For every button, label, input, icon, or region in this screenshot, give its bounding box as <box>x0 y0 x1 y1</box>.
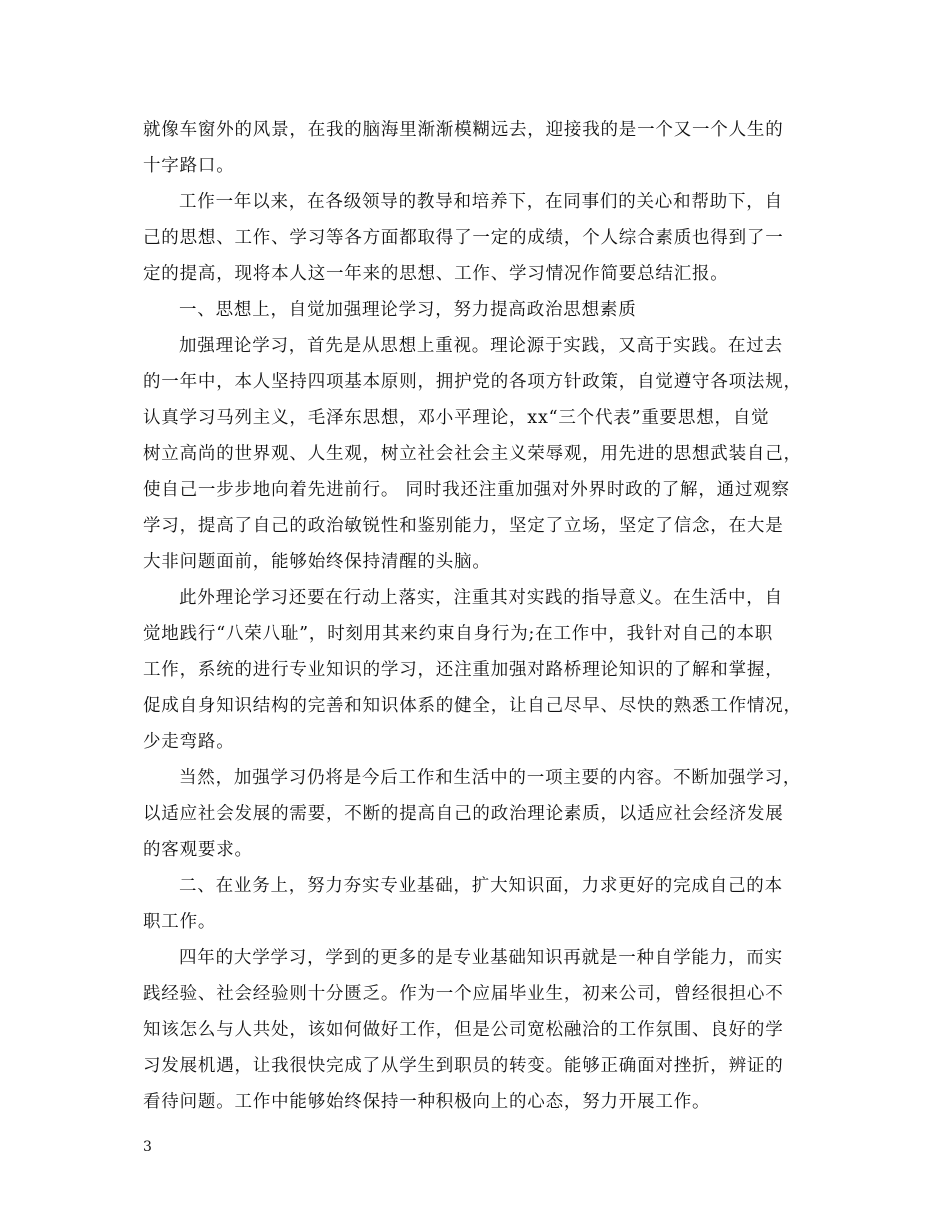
page-number: 3 <box>143 1139 152 1155</box>
heading-line: 一、思想上，自觉加强理论学习，努力提高政治思想素质 <box>179 300 637 320</box>
heading-line: 职工作。 <box>143 912 217 932</box>
paragraph-university <box>143 940 815 1120</box>
text-line: 工作一年以来，在各级领导的教导和培养下，在同事们的关心和帮助下，自 <box>179 192 783 212</box>
text-line: 觉地践行“八荣八耻”，时刻用其来约束自身行为;在工作中，我针对自己的本职 <box>143 624 774 644</box>
section-heading-1 <box>143 292 815 328</box>
text-line: 工作，系统的进行专业知识的学习，还注重加强对路桥理论知识的了解和掌握， <box>143 660 784 680</box>
text-line: 促成自身知识结构的完善和知识体系的健全，让自己尽早、尽快的熟悉工作情况， <box>143 696 802 716</box>
text-line: 加强理论学习，首先是从思想上重视。理论源于实践，又高于实践。在过去 <box>179 336 783 356</box>
paragraph-continuation <box>143 112 815 184</box>
text-line: 己的思想、工作、学习等各方面都取得了一定的成绩，个人综合素质也得到了一 <box>143 228 784 248</box>
document-body <box>143 112 815 1120</box>
text-line: 就像车窗外的风景，在我的脑海里渐渐模糊远去，迎接我的是一个又一个人生的 <box>143 120 784 140</box>
text-line: 以适应社会发展的需要，不断的提高自己的政治理论素质，以适应社会经济发展 <box>143 804 784 824</box>
text-line: 十字路口。 <box>143 156 235 176</box>
section-heading-2 <box>143 868 815 940</box>
text-line: 此外理论学习还要在行动上落实，注重其对实践的指导意义。在生活中，自 <box>179 588 783 608</box>
text-line: 习发展机遇，让我很快完成了从学生到职员的转变。能够正确面对挫折，辨证的 <box>143 1056 784 1076</box>
text-line: 定的提高，现将本人这一年来的思想、工作、学习情况作简要总结汇报。 <box>143 264 729 284</box>
text-line: 知该怎么与人共处，该如何做好工作，但是公司宽松融洽的工作氛围、良好的学 <box>143 1020 784 1040</box>
text-line: 认真学习马列主义，毛泽东思想，邓小平理论，xx“三个代表”重要思想，自觉 <box>143 408 770 428</box>
text-line: 践经验、社会经验则十分匮乏。作为一个应届毕业生，初来公司，曾经很担心不 <box>143 984 784 1004</box>
text-line: 树立高尚的世界观、人生观，树立社会社会主义荣辱观，用先进的思想武装自己， <box>143 444 802 464</box>
paragraph-practice <box>143 580 815 760</box>
text-line: 的一年中，本人坚持四项基本原则，拥护党的各项方针政策，自觉遵守各项法规， <box>143 372 802 392</box>
text-line: 四年的大学学习，学到的更多的是专业基础知识再就是一种自学能力，而实 <box>179 948 783 968</box>
text-line: 当然，加强学习仍将是今后工作和生活中的一项主要的内容。不断加强学习， <box>179 768 802 788</box>
text-line: 大非问题面前，能够始终保持清醒的头脑。 <box>143 552 491 572</box>
text-line: 的客观要求。 <box>143 840 253 860</box>
text-line: 看待问题。工作中能够始终保持一种积极向上的心态，努力开展工作。 <box>143 1092 711 1112</box>
paragraph-intro <box>143 184 815 292</box>
text-line: 使自己一步步地向着先进前行。 同时我还注重加强对外界时政的了解，通过观察 <box>143 480 790 500</box>
paragraph-theory-study <box>143 328 815 580</box>
text-line: 少走弯路。 <box>143 732 235 752</box>
text-line: 学习，提高了自己的政治敏锐性和鉴别能力，坚定了立场，坚定了信念，在大是 <box>143 516 784 536</box>
heading-line: 二、在业务上，努力夯实专业基础，扩大知识面，力求更好的完成自己的本 <box>179 876 783 896</box>
paragraph-continued-learning <box>143 760 815 868</box>
